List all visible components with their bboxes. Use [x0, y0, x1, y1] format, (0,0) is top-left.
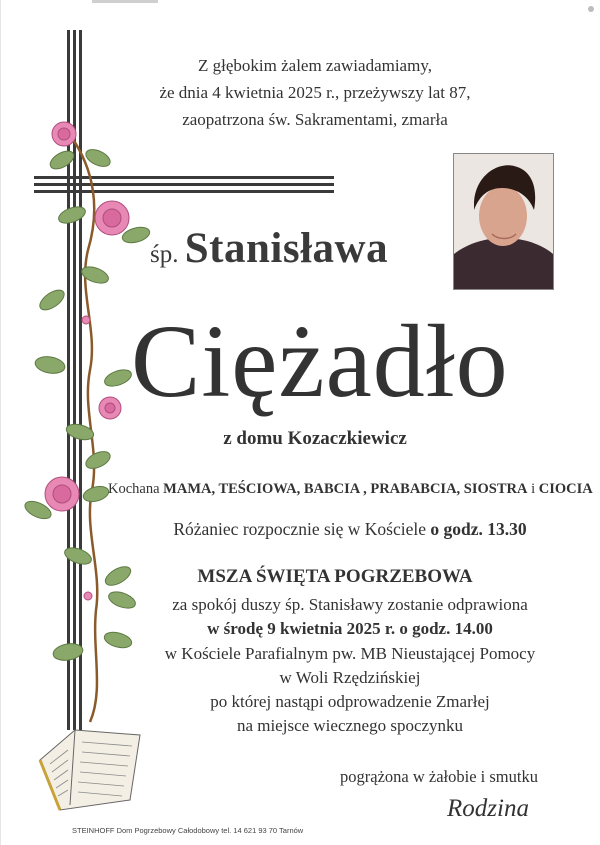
sp-prefix: śp.: [150, 241, 179, 268]
mass-line: w Kościele Parafialnym pw. MB Nieustającej Pomocy: [164, 643, 536, 663]
funeral-home-footer: STEINHOFF Dom Pogrzebowy Całodobowy tel. 14 621 93 70 Tarnów: [72, 826, 304, 835]
portrait-photo: [453, 153, 554, 290]
family-last-role: CIOCIA: [538, 481, 593, 497]
announcement-intro: [150, 52, 480, 133]
intro-line: że dnia 4 kwietnia 2025 r., przeżywszy lat 87,: [159, 83, 471, 102]
open-bible-icon: [40, 730, 140, 810]
given-name: Stanisława: [184, 225, 389, 272]
mourning-line: pogrążona w żałobie i smutku: [340, 767, 538, 786]
rosary-time: o godz. 13.30: [430, 519, 527, 539]
intro-line: zaopatrzona św. Sakramentami, zmarła: [182, 110, 448, 129]
mass-details: [130, 593, 570, 739]
portrait-icon: [454, 154, 553, 289]
family-roles: [108, 481, 593, 498]
surname: Ciężadło: [131, 304, 509, 419]
mass-line: za spokój duszy śp. Stanisławy zostanie odprawiona: [172, 595, 528, 614]
family-conj: i: [531, 481, 536, 497]
maiden-name: z domu Kozaczkiewicz: [223, 428, 407, 449]
mass-date: w środę 9 kwietnia 2025 r. o godz. 14.00: [207, 619, 493, 639]
family-roles-list: MAMA, TEŚCIOWA, BABCIA , PRABABCIA, SIOSTRA: [163, 481, 528, 497]
mass-line: w Woli Rzędzińskiej: [279, 667, 421, 687]
family-signature: Rodzina: [447, 795, 529, 822]
mass-line: po której nastąpi odprowadzenie Zmarłej: [210, 692, 490, 712]
deceased-first-name-line: [150, 224, 388, 273]
mass-title: MSZA ŚWIĘTA POGRZEBOWA: [197, 566, 473, 587]
rosary-text: Różaniec rozpocznie się w Kościele: [173, 519, 427, 539]
family-prefix: Kochana: [108, 481, 160, 497]
mass-line: na miejsce wiecznego spoczynku: [236, 716, 464, 736]
intro-line: Z głębokim żalem zawiadamiamy,: [198, 56, 432, 75]
rosary-info: [130, 519, 570, 540]
